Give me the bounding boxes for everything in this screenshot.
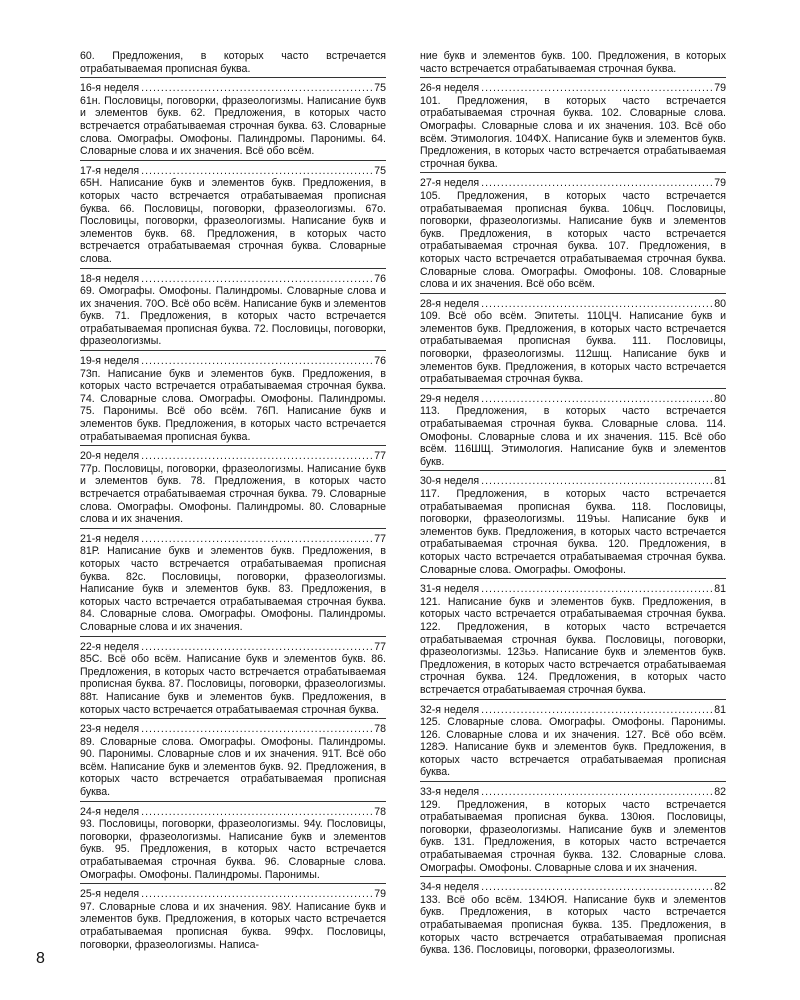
page-number: 8 xyxy=(36,950,45,967)
entry-text: 125. Словарные слова. Омографы. Омофоны. Паронимы. 126. Словарные слова и их значения. 127. Всё обо всём. 128Э. Написание букв и элементов букв. Предложения, в которых часто встречается отрабатываемая прописная буква. xyxy=(420,716,726,779)
toc-entry xyxy=(80,533,386,637)
week-label: 17-я неделя xyxy=(80,164,140,177)
page-ref: 77 xyxy=(374,450,386,463)
week-heading xyxy=(420,786,726,799)
toc-entry xyxy=(420,298,726,389)
week-label: 27-я неделя xyxy=(420,177,480,190)
page-ref: 79 xyxy=(714,177,726,190)
toc-entry xyxy=(420,475,726,579)
page-ref: 80 xyxy=(714,297,726,310)
week-label: 24-я неделя xyxy=(80,805,140,818)
page-ref: 75 xyxy=(374,82,386,95)
week-heading xyxy=(80,533,386,546)
toc-entry xyxy=(80,641,386,720)
toc-entry xyxy=(420,704,726,783)
toc-entry xyxy=(80,723,386,802)
entry-text: 89. Словарные слова. Омографы. Омофоны. Палиндромы. 90. Паронимы. Словарные слов и их значения. 91Т. Всё обо всём. Написание букв и элементов букв. 92. Предложения, в которых часто встречается отрабатываемая прописная буква. xyxy=(80,735,386,799)
week-heading xyxy=(80,450,386,463)
week-label: 33-я неделя xyxy=(420,786,480,799)
leader-dots xyxy=(141,450,372,463)
week-heading xyxy=(420,177,726,190)
page-ref: 78 xyxy=(374,723,386,736)
entry-text: 60. Предложения, в которых часто встречается отрабатываемая прописная буква. xyxy=(80,50,386,75)
entry-text: 69. Омографы. Омофоны. Палиндромы. Словарные слова и их значения. 70О. Всё обо всём. Написание букв и элементов букв. 71. Предложения, в которых часто встречается отрабатываемая прописная буква. 72. Пословицы, поговорки, фразеологизмы. xyxy=(80,285,386,348)
toc-entry xyxy=(80,888,386,953)
toc-entry xyxy=(80,450,386,529)
week-heading xyxy=(80,723,386,736)
page-ref: 82 xyxy=(714,786,726,799)
page-ref: 82 xyxy=(714,881,726,894)
leader-dots xyxy=(141,888,372,901)
toc-entry xyxy=(420,50,726,78)
page-ref: 78 xyxy=(374,805,386,818)
toc-entry xyxy=(420,583,726,699)
leader-dots xyxy=(141,806,372,819)
week-heading xyxy=(80,273,386,286)
leader-dots xyxy=(141,165,372,178)
week-heading xyxy=(420,393,726,406)
week-label: 20-я неделя xyxy=(80,450,140,463)
leader-dots xyxy=(141,641,372,654)
toc-entry xyxy=(420,393,726,472)
leader-dots xyxy=(141,82,372,95)
entry-text: 97. Словарные слова и их значения. 98У. Написание букв и элементов букв. Предложения, в которых часто встречается отрабатываемая прописная буква. 99фх. Пословицы, поговорки, фразеологизмы. Написа- xyxy=(80,900,386,951)
week-label: 18-я неделя xyxy=(80,272,140,285)
leader-dots xyxy=(141,355,372,368)
week-heading xyxy=(420,82,726,95)
leader-dots xyxy=(481,475,712,488)
week-label: 19-я неделя xyxy=(80,355,140,368)
entry-text: 105. Предложения, в которых часто встречается отрабатываемая прописная буква. 106цч. Пословицы, поговорки, фразеологизмы. Написание букв и элементов букв. Предложения, в которых часто встречается отрабатываемая строчная буква. 107. Предложения, в которых часто встречается отрабатываемая строчная буква. Словарные слова. Омографы. Омофоны. 108. Словарные слова и их значения. Всё обо всём. xyxy=(420,189,726,291)
page-ref: 81 xyxy=(714,583,726,596)
week-label: 34-я неделя xyxy=(420,881,480,894)
week-label: 30-я неделя xyxy=(420,475,480,488)
leader-dots xyxy=(141,723,372,736)
week-heading xyxy=(80,641,386,654)
toc-entry xyxy=(420,881,726,959)
toc-entry xyxy=(420,82,726,173)
leader-dots xyxy=(481,583,712,596)
week-heading xyxy=(420,298,726,311)
toc-entry xyxy=(80,50,386,78)
week-heading xyxy=(80,82,386,95)
page-ref: 81 xyxy=(714,475,726,488)
entry-text: 93. Пословицы, поговорки, фразеологизмы. 94у. Пословицы, поговорки, фразеологизмы. Написание букв и элементов букв. 95. Предложения, в которых часто встречается отрабатываемая строчная буква. 96. Словарные слова. Омографы. Омофоны. Палиндромы. Паронимы. xyxy=(80,818,386,881)
toc-entry xyxy=(80,165,386,269)
toc-entry xyxy=(80,82,386,161)
entry-text: 101. Предложения, в которых часто встречается отрабатываемая строчная буква. 102. Словарные слова. Омографы. Словарные слова и их значения. 103. Всё обо всём. Этимология. 104ФХ. Написание букв и элементов букв. Предложения, в которых часто встречается отрабатываемая строчная буква. xyxy=(420,94,726,170)
week-label: 28-я неделя xyxy=(420,297,480,310)
week-label: 31-я неделя xyxy=(420,583,480,596)
entry-text: 133. Всё обо всём. 134ЮЯ. Написание букв и элементов букв. Предложения, в которых часто встречается отрабатываемая прописная буква. 135. Предложения, в которых часто встречается отрабатываемая прописная буква. 136. Пословицы, поговорки, фразеологизмы. xyxy=(420,893,726,957)
entry-text: ние букв и элементов букв. 100. Предложения, в которых часто встречается отрабатываемая строчная буква. xyxy=(420,50,726,75)
right-column xyxy=(420,50,726,963)
page-ref: 75 xyxy=(374,164,386,177)
leader-dots xyxy=(481,177,712,190)
leader-dots xyxy=(481,82,712,95)
week-label: 29-я неделя xyxy=(420,392,480,405)
week-label: 25-я неделя xyxy=(80,888,140,901)
leader-dots xyxy=(141,533,372,546)
leader-dots xyxy=(481,704,712,717)
leader-dots xyxy=(141,273,372,286)
week-label: 22-я неделя xyxy=(80,640,140,653)
page-ref: 80 xyxy=(714,392,726,405)
left-column xyxy=(80,50,386,957)
entry-text: 117. Предложения, в которых часто встречается отрабатываемая прописная буква. 118. Пословицы, поговорки, фразеологизмы. 119ъы. Написание букв и элементов букв. Предложения, в которых часто встречается отрабатываемая строчная буква. 120. Предложения, в которых часто встречается отрабатываемая строчная буква. Словарные слова. Омографы. Омофоны. xyxy=(420,488,726,576)
leader-dots xyxy=(481,881,712,894)
toc-entry xyxy=(80,273,386,352)
entry-text: 65Н. Написание букв и элементов букв. Предложения, в которых часто встречается отрабатываемая прописная буква. 66. Пословицы, поговорки, фразеологизмы. 67о. Пословицы, поговорки, фразеологизмы. Написание букв и элементов букв. 68. Предложения, в которых часто встречается отрабатываемая строчная буква. Словарные слова. xyxy=(80,177,386,265)
leader-dots xyxy=(481,786,712,799)
toc-entry xyxy=(80,806,386,885)
entry-text: 109. Всё обо всём. Эпитеты. 110ЦЧ. Написание букв и элементов букв. Предложения, в которых часто встречается отрабатываемая прописная буква. 111. Пословицы, поговорки, фразеологизмы. 112шщ. Написание букв и элементов букв. Предложения, в которых часто встречается отрабатываемая строчная буква. xyxy=(420,310,726,386)
week-heading xyxy=(420,583,726,596)
leader-dots xyxy=(481,393,712,406)
entry-text: 81Р. Написание букв и элементов букв. Предложения, в которых часто встречается отрабатываемая прописная буква. 82с. Пословицы, поговорки, фразеологизмы. Написание букв и элементов букв. 83. Предложения, в которых часто встречается отрабатываемая строчная буква. 84. Словарные слова. Омографы. Омофоны. Палиндромы. Словарные слова и их значения. xyxy=(80,545,386,633)
entry-text: 121. Написание букв и элементов букв. Предложения, в которых часто встречается отрабатываемая строчная буква. 122. Предложения, в которых часто встречается отрабатываемая строчная буква. Пословицы, поговорки, фразеологизмы. 123ьэ. Написание букв и элементов букв. Предложения, в которых часто встречается отрабатываемая строчная буква. 124. Предложения, в которых часто встречается отрабатываемая строчная буква. xyxy=(420,595,726,696)
leader-dots xyxy=(481,298,712,311)
entry-text: 113. Предложения, в которых часто встречается отрабатываемая строчная буква. Словарные слова. 114. Омофоны. Словарные слова и их значения. 115. Всё обо всём. 116ШЩ. Этимология. Написание букв и элементов букв. xyxy=(420,405,726,468)
entry-text: 73п. Написание букв и элементов букв. Предложения, в которых часто встречается отрабатываемая строчная буква. 74. Словарные слова. Омографы. Омофоны. Палиндромы. 75. Паронимы. Всё обо всём. 76П. Написание букв и элементов букв. Предложения, в которых часто встречается отрабатываемая прописная буква. xyxy=(80,367,386,443)
entry-text: 77р. Пословицы, поговорки, фразеологизмы. Написание букв и элементов букв. 78. Предложения, в которых часто встречается отрабатываемая строчная буква. 79. Словарные слова. Омографы. Омофоны. Палиндромы. 80. Словарные слова и их значения. xyxy=(80,462,386,526)
page-ref: 77 xyxy=(374,640,386,653)
entry-text: 129. Предложения, в которых часто встречается отрабатываемая прописная буква. 130юя. Пословицы, поговорки, фразеологизмы. Написание букв и элементов букв. 131. Предложения, в которых часто встречается отрабатываемая строчная буква. 132. Словарные слова. Омографы. Омофоны. Словарные слова и их значения. xyxy=(420,798,726,874)
week-label: 23-я неделя xyxy=(80,723,140,736)
toc-entry xyxy=(420,177,726,293)
page-ref: 81 xyxy=(714,703,726,716)
page-ref: 77 xyxy=(374,532,386,545)
page-ref: 76 xyxy=(374,355,386,368)
week-label: 21-я неделя xyxy=(80,532,140,545)
week-heading xyxy=(80,806,386,819)
page-ref: 79 xyxy=(714,82,726,95)
entry-text: 85С. Всё обо всём. Написание букв и элементов букв. 86. Предложения, в которых часто встречается отрабатываемая прописная буква. 87. Пословицы, поговорки, фразеологизмы. 88т. Написание букв и элементов букв. Предложения, в которых часто встречается отрабатываемая строчная буква. xyxy=(80,653,386,716)
week-heading xyxy=(80,165,386,178)
toc-entry xyxy=(420,786,726,877)
week-heading xyxy=(80,888,386,901)
week-label: 16-я неделя xyxy=(80,82,140,95)
entry-text: 61н. Пословицы, поговорки, фразеологизмы. Написание букв и элементов букв. 62. Предложения, в которых часто встречается отрабатываемая строчная буква. 63. Словарные слова. Омографы. Омофоны. Палиндромы. Паронимы. 64. Словарные слова и их значения. Всё обо всём. xyxy=(80,94,386,158)
toc-entry xyxy=(80,355,386,446)
week-heading xyxy=(420,475,726,488)
page-ref: 76 xyxy=(374,272,386,285)
week-label: 26-я неделя xyxy=(420,82,480,95)
week-heading xyxy=(420,704,726,717)
week-heading xyxy=(80,355,386,368)
page-ref: 79 xyxy=(374,888,386,901)
week-label: 32-я неделя xyxy=(420,703,480,716)
week-heading xyxy=(420,881,726,894)
